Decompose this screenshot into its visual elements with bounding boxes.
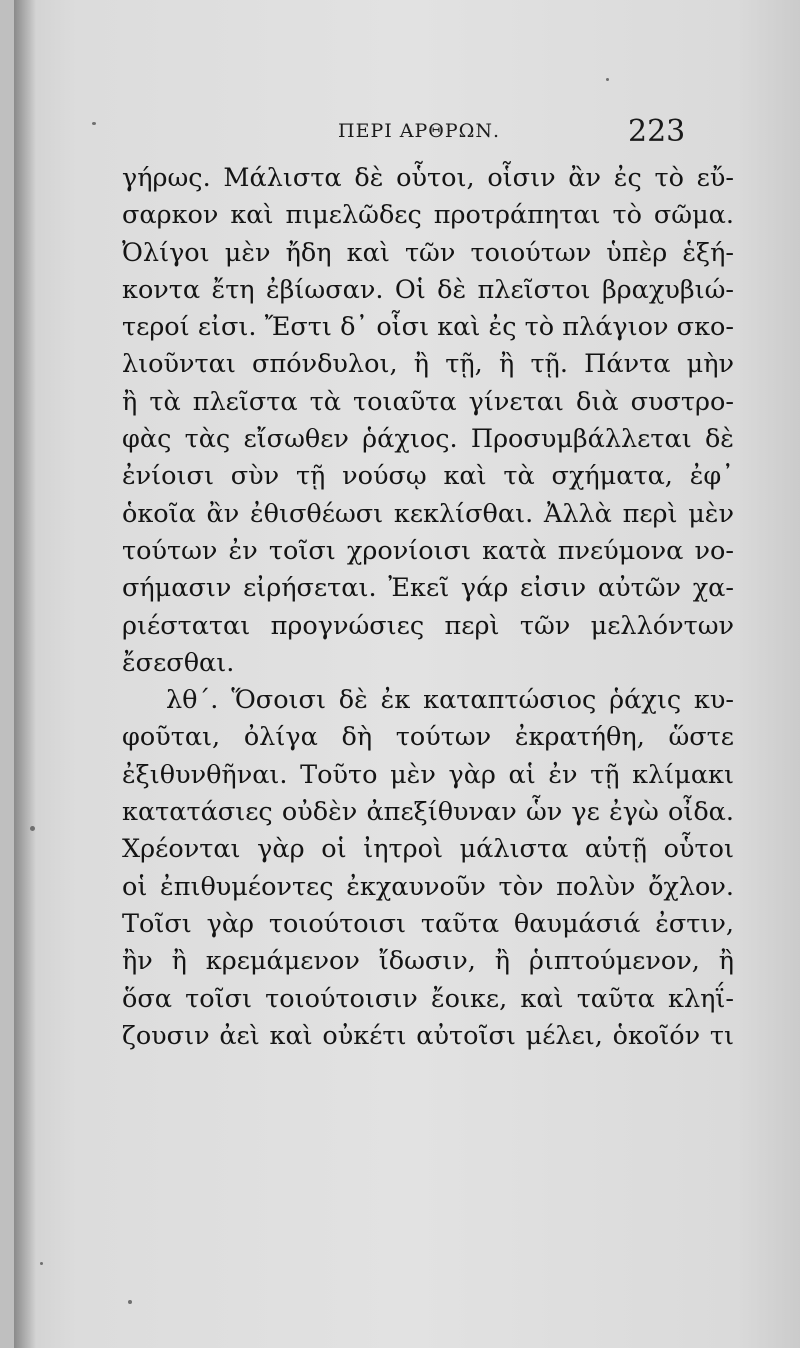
section-heading-line: λθ΄. Ὅσοισι δὲ ἐκ καταπτώσιος ῥάχις κυ- <box>166 685 734 716</box>
text-line: Ὀλίγοι μὲν ἤδη καὶ τῶν τοιούτων ὑπὲρ ἑξή- <box>122 237 734 268</box>
paper-speck <box>92 122 96 125</box>
paper-speck <box>40 1262 43 1265</box>
text-line: ἐνίοισι σὺν τῇ νούσῳ καὶ τὰ σχήματα, ἐφ᾽ <box>122 461 734 492</box>
text-line: ἐξιθυνθῆναι. Τοῦτο μὲν γὰρ αἱ ἐν τῇ κλίμακι <box>122 759 734 790</box>
text-line: λιοῦνται σπόνδυλοι, ἢ τῇ, ἢ τῇ. Πάντα μὴν <box>122 349 734 380</box>
text-line: ἢν ἢ κρεμάμενον ἴδωσιν, ἢ ῥιπτούμενον, ἢ <box>122 946 734 977</box>
text-line: κοντα ἔτη ἐβίωσαν. Οἱ δὲ πλεῖστοι βραχυβιώ- <box>122 274 734 305</box>
text-line: τούτων ἐν τοῖσι χρονίοισι κατὰ πνεύμονα νο- <box>122 535 734 566</box>
text-line: σήμασιν εἰρήσεται. Ἐκεῖ γάρ εἰσιν αὐτῶν χα- <box>122 573 734 604</box>
page-number: 223 <box>628 114 686 149</box>
text-line: φοῦται, ὀλίγα δὴ τούτων ἐκρατήθη, ὥστε <box>122 722 734 753</box>
text-line: ὁκοῖα ἂν ἐθισθέωσι κεκλίσθαι. Ἀλλὰ περὶ μὲν <box>122 498 734 529</box>
running-title: ΠΕΡΙ ΑΡΘΡΩΝ. <box>338 120 501 142</box>
text-line: Χρέονται γὰρ οἱ ἰητροὶ μάλιστα αὐτῇ οὗτοι <box>122 834 734 865</box>
text-line: γήρως. Μάλιστα δὲ οὗτοι, οἷσιν ἂν ἐς τὸ εὔ- <box>122 163 734 193</box>
text-line: τεροί εἰσι. Ἔστι δ᾽ οἷσι καὶ ἐς τὸ πλάγιον σκο- <box>122 312 734 343</box>
text-line: ὅσα τοῖσι τοιούτοισιν ἔοικε, καὶ ταῦτα κληΐ- <box>122 983 734 1014</box>
text-line: ἢ τὰ πλεῖστα τὰ τοιαῦτα γίνεται διὰ συστρο- <box>122 386 734 417</box>
text-line: φὰς τὰς εἴσωθεν ῥάχιος. Προσυμβάλλεται δὲ <box>122 424 734 455</box>
text-line: ἔσεσθαι. <box>122 647 235 678</box>
text-line: σαρκον καὶ πιμελῶδες προτράπηται τὸ σῶμα. <box>122 200 734 231</box>
text-line: ζουσιν ἀεὶ καὶ οὐκέτι αὐτοῖσι μέλει, ὁκοῖόν τι <box>122 1020 734 1051</box>
paper-speck <box>128 1300 132 1304</box>
body-text <box>122 160 734 1055</box>
page-gutter-shadow <box>14 0 36 1348</box>
text-line: κατατάσιες οὐδὲν ἀπεξίθυναν ὧν γε ἐγὼ οἶδα. <box>122 797 734 828</box>
paper-speck <box>30 826 35 831</box>
text-line: οἱ ἐπιθυμέοντες ἐκχαυνοῦν τὸν πολὺν ὄχλον. <box>122 871 734 902</box>
text-line: Τοῖσι γὰρ τοιούτοισι ταῦτα θαυμάσιά ἐστιν, <box>122 908 734 939</box>
page-header <box>0 114 800 154</box>
paper-speck <box>606 78 609 81</box>
text-line: ριέσταται προγνώσιες περὶ τῶν μελλόντων <box>122 610 734 641</box>
